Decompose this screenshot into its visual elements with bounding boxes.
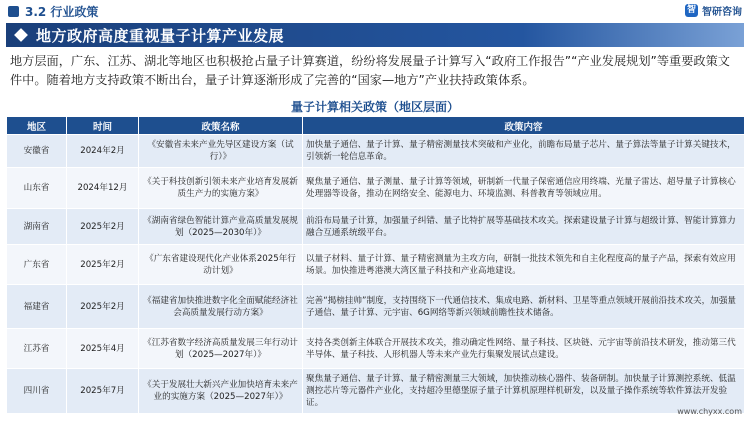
cell-policy-content: 完善“揭榜挂帅”制度，支持围绕下一代通信技术、集成电路、新材料、卫星等重点领域开展前沿技术攻关，加强量子通信、量子计算、元宇宙、6G网络等新兴领域前瞻性技术储备。: [303, 285, 745, 329]
header-time: 时间: [67, 117, 139, 135]
square-bullet-icon: [8, 6, 19, 17]
cell-time: 2025年2月: [67, 209, 139, 245]
table-row: [7, 285, 745, 329]
cell-policy-content: 聚焦量子通信、量子计算、量子精密测量三大领域，加快推动核心器件、装备研制。加快量子计算测控系统、低温测控芯片等元器件产业化，支持超冷里德堡原子量子计算机原理样机研发，以及量子操作系统等软件算法开发验证。: [303, 369, 745, 414]
cell-policy-content: 以量子材料、量子计算、量子精密测量为主攻方向，研制一批技术领先和自主化程度高的量子产品，探索有效应用场景。加快推进粤港澳大湾区量子科技和产业高地建设。: [303, 245, 745, 285]
logo-mark-icon: 智: [686, 5, 696, 15]
brand-logo: [685, 3, 742, 18]
table-row: [7, 135, 745, 168]
header-policy-content: 政策内容: [303, 117, 745, 135]
top-bar: [0, 0, 750, 22]
cell-region: 广东省: [7, 245, 67, 285]
section-header: [8, 3, 98, 20]
table-title: 量子计算相关政策（地区层面）: [290, 100, 459, 114]
table-header-row: [7, 117, 745, 135]
diamond-bullet-icon: [14, 28, 28, 42]
table-row: [7, 369, 745, 414]
table-row: [7, 209, 745, 245]
cell-time: 2024年12月: [67, 168, 139, 209]
cell-region: 四川省: [7, 369, 67, 414]
cell-time: 2024年2月: [67, 135, 139, 168]
table-row: [7, 168, 745, 209]
cell-region: 安徽省: [7, 135, 67, 168]
cell-policy-content: 前沿布局量子计算，加强量子纠错、量子比特扩展等基础技术攻关。探索建设量子计算与超级计算、智能计算算力融合互通系统级平台。: [303, 209, 745, 245]
logo-text: 智研咨询: [702, 7, 742, 18]
header-policy-name: 政策名称: [139, 117, 303, 135]
intro-paragraph: 地方层面，广东、江苏、湖北等地区也积极抢占量子计算赛道，纷纷将发展量子计算写入“政府工作报告”“产业发展规划”等重要政策文件中。随着地方支持政策不断出台，量子计算逐渐形成了完善的“国家—地方”产业扶持政策体系。: [10, 54, 730, 87]
title-banner: [6, 23, 744, 47]
cell-region: 福建省: [7, 285, 67, 329]
cell-time: 2025年2月: [67, 285, 139, 329]
cell-policy-name: 《江苏省数字经济高质量发展三年行动计划（2025—2027年）》: [139, 329, 303, 369]
cell-policy-content: 支持各类创新主体联合开展技术攻关，推动确定性网络、量子科技、区块链、元宇宙等前沿技术研发，推动第三代半导体、量子科技、人形机器人等未来产业先行集聚发展试点建设。: [303, 329, 745, 369]
cell-policy-name: 《关于发展壮大新兴产业加快培育未来产业的实施方案（2025—2027年）》: [139, 369, 303, 414]
cell-region: 江苏省: [7, 329, 67, 369]
banner-title: 地方政府高度重视量子计算产业发展: [36, 27, 285, 45]
table-row: [7, 245, 745, 285]
header-region: 地区: [7, 117, 67, 135]
cell-time: 2025年2月: [67, 245, 139, 285]
cell-policy-content: 聚焦量子通信、量子测量、量子计算等领域，研制新一代量子保密通信应用终端、光量子雷达、超导量子计算核心处理器等设备，推动在网络安全、能源电力、环境监测、科普教育等领域应用。: [303, 168, 745, 209]
cell-policy-name: 《关于科技创新引领未来产业培育发展新质生产力的实施方案》: [139, 168, 303, 209]
policy-table: [6, 116, 745, 414]
cell-time: 2025年7月: [67, 369, 139, 414]
footer-url: www.chyxx.com: [677, 407, 742, 416]
cell-region: 湖南省: [7, 209, 67, 245]
cell-policy-name: 《安徽省未来产业先导区建设方案（试行）》: [139, 135, 303, 168]
table-row: [7, 329, 745, 369]
cell-region: 山东省: [7, 168, 67, 209]
cell-policy-content: 加快量子通信、量子计算、量子精密测量技术突破和产业化，前瞻布局量子芯片、量子算法等量子计算关键技术，引领新一轮信息革命。: [303, 135, 745, 168]
cell-policy-name: 《湖南省绿色智能计算产业高质量发展规划（2025—2030年）》: [139, 209, 303, 245]
section-title: 3.2 行业政策: [25, 5, 99, 19]
cell-policy-name: 《广东省建设现代化产业体系2025年行动计划》: [139, 245, 303, 285]
cell-time: 2025年4月: [67, 329, 139, 369]
cell-policy-name: 《福建省加快推进数字化全面赋能经济社会高质量发展行动方案》: [139, 285, 303, 329]
